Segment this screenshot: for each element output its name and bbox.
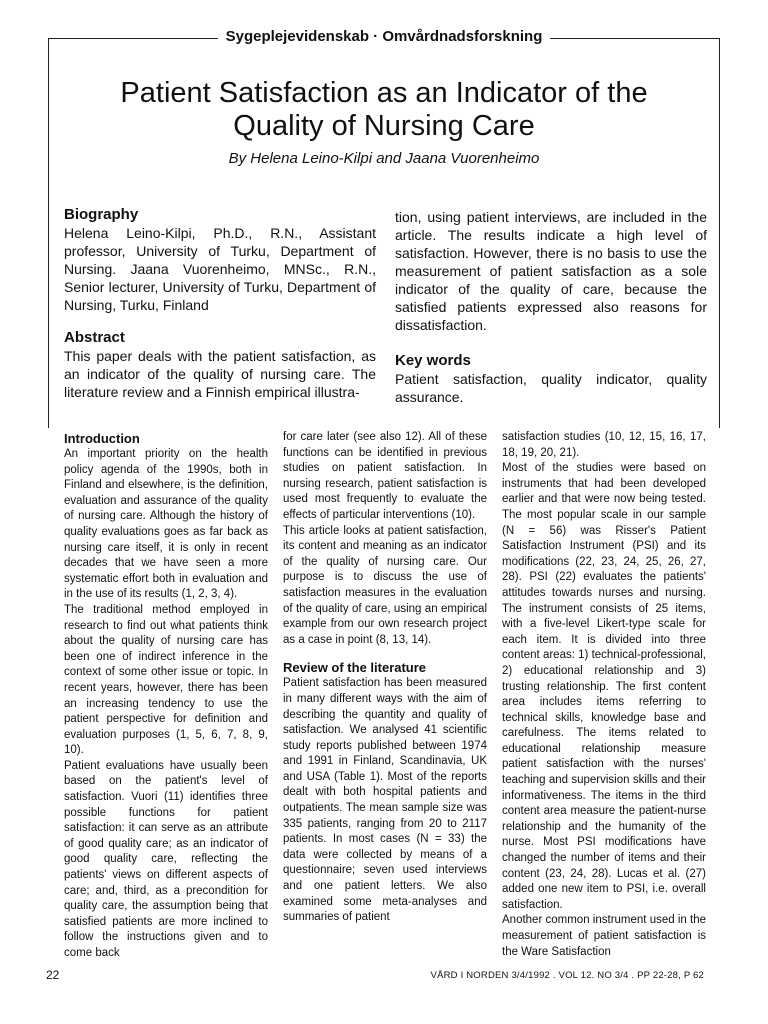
frame-left-rule	[48, 38, 49, 428]
running-head	[0, 28, 768, 46]
frame-right-rule	[719, 38, 720, 428]
abstract-text: This paper deals with the patient satisfaction, as an indicator of the quality of nursing care. The literature review and a Finnish empirical illustra-	[64, 348, 376, 400]
article-title	[60, 77, 708, 143]
column-1	[64, 430, 268, 962]
intro-paragraph-3: Patient evaluations have usually been based on the patient's level of satisfaction. Vuori (11) identifies three possible functions for patient satisfaction: it can serve as an attribute of good quality care; as an indicator of good quality care, reflecting the patients' views on different aspects of care; and, third, as a precondition for quality care, the assumption being that satisfied patients are more inclined to follow the instructions given and to come back	[64, 759, 268, 959]
byline: By Helena Leino-Kilpi and Jaana Vuorenheimo	[228, 150, 540, 167]
review-paragraph-2: satisfaction studies (10, 12, 15, 16, 17, 18, 19, 20, 21).	[502, 431, 706, 459]
journal-citation: VÅRD I NORDEN 3/4/1992 . VOL 12. NO 3/4 . PP 22-28, P 62	[430, 970, 704, 981]
title-line-2: Quality of Nursing Care	[233, 110, 535, 142]
intro-paragraph-4: for care later (see also 12). All of these functions can be identified in previous studies on patient satisfaction. In nursing research, patient satisfaction is used most frequently to evaluate the effects of particular interventions (10).	[283, 431, 487, 521]
title-line-1: Patient Satisfaction as an Indicator of the	[120, 77, 648, 109]
keywords-text: Patient satisfaction, quality indicator, quality assurance.	[395, 371, 707, 405]
running-head-text: Sygeplejevidenskab · Omvårdnadsforskning	[218, 28, 551, 45]
introduction-heading: Introduction	[64, 431, 140, 446]
intro-paragraph-2: The traditional method employed in research to find out what patients think about the quality of nursing care has been one of indirect inference in the context of some other issue or topic. In recent years, however, there has been an increasing tendency to use the patient perspective for definition and evaluation purposes (1, 5, 6, 7, 8, 9, 10).	[64, 603, 268, 757]
intro-paragraph-5: This article looks at patient satisfaction, its content and meaning as an indicator of the quality of nursing care. Our purpose is to discuss the use of satisfaction measures in the evaluation of the quality of care, using an empirical example from our own research project as a case in point (8, 13, 14).	[283, 524, 487, 646]
keywords-heading: Key words	[395, 352, 471, 369]
column-2	[283, 430, 487, 962]
biography-heading: Biography	[64, 206, 139, 223]
review-paragraph-4: Another common instrument used in the measurement of patient satisfaction is the Ware Satisfaction	[502, 914, 706, 958]
biography-text: Helena Leino-Kilpi, Ph.D., R.N., Assistant professor, University of Turku, Department of Nursing. Jaana Vuorenheimo, MNSc., R.N., Senior lecturer, University of Turku, Department of Nursing, Turku, Finland	[64, 225, 376, 313]
review-heading: Review of the literature	[283, 660, 427, 676]
upper-right-block	[395, 208, 707, 406]
review-paragraph-3: Most of the studies were based on instruments that had been developed earlier and that were now being tested. The most popular scale in our sample (N = 56) was Risser's Patient Satisfaction Instrument (PSI) and its modifications (22, 23, 24, 25, 26, 27, 28). PSI (22) evaluates the patients' attitudes towards nurses and nursing. The instrument consists of 25 items, with a five-level Likert-type scale for each item. It is divided into three content areas: 1) technical-professional, 2) educational relationship and 3) trusting relationship. The first content area includes items referring to technical skills, knowledge base and carefulness. The items related to educational relationship measure patient satisfaction with the nurses' teaching and supervision skills and their informativeness. The items in the third content area measure the patient-nurse relationship and the humanity of the nurse. Most PSI modifications have changed the number of items and their content (23, 24, 28). Lucas et al. (27) added one new item to PSI, i.e. overall satisfaction.	[502, 462, 706, 911]
intro-paragraph-1: An important priority on the health policy agenda of the 1990s, both in Finland and elsewhere, is the definition, evaluation and assurance of the quality of nursing care. Although the history of quality evaluations goes as far back as nursing care itself, it is only in recent decades that we have seen a more systematic effort both in evaluation and in the use of its results (1, 2, 3, 4).	[64, 448, 268, 601]
review-paragraph-1: Patient satisfaction has been measured in many different ways with the aim of describing the quantity and quality of satisfaction. We analysed 41 scientific study reports published between 1974 and 1991 in Finland, Scandinavia, UK and USA (Table 1). Most of the reports dealt with both hospital patients and outpatients. The mean sample size was 335 patients, ranging from 20 to 2117 patients. In most cases (N = 33) the data were collected by means of a questionnaire; seven used interviews and one patient letters. We also examined some meta-analyses and summaries of patient	[283, 677, 487, 924]
abstract-heading: Abstract	[64, 329, 125, 346]
column-3	[502, 430, 706, 962]
body-columns	[64, 430, 706, 962]
abstract-text-continued: tion, using patient interviews, are included in the article. The results indicate a high level of satisfaction. However, there is no basis to use the measurement of patient satisfaction as a sole indicator of the quality of care, because the satisfied patients expressed also reasons for dissatisfaction.	[395, 209, 707, 333]
upper-left-block	[64, 205, 376, 401]
page-number: 22	[46, 968, 60, 982]
